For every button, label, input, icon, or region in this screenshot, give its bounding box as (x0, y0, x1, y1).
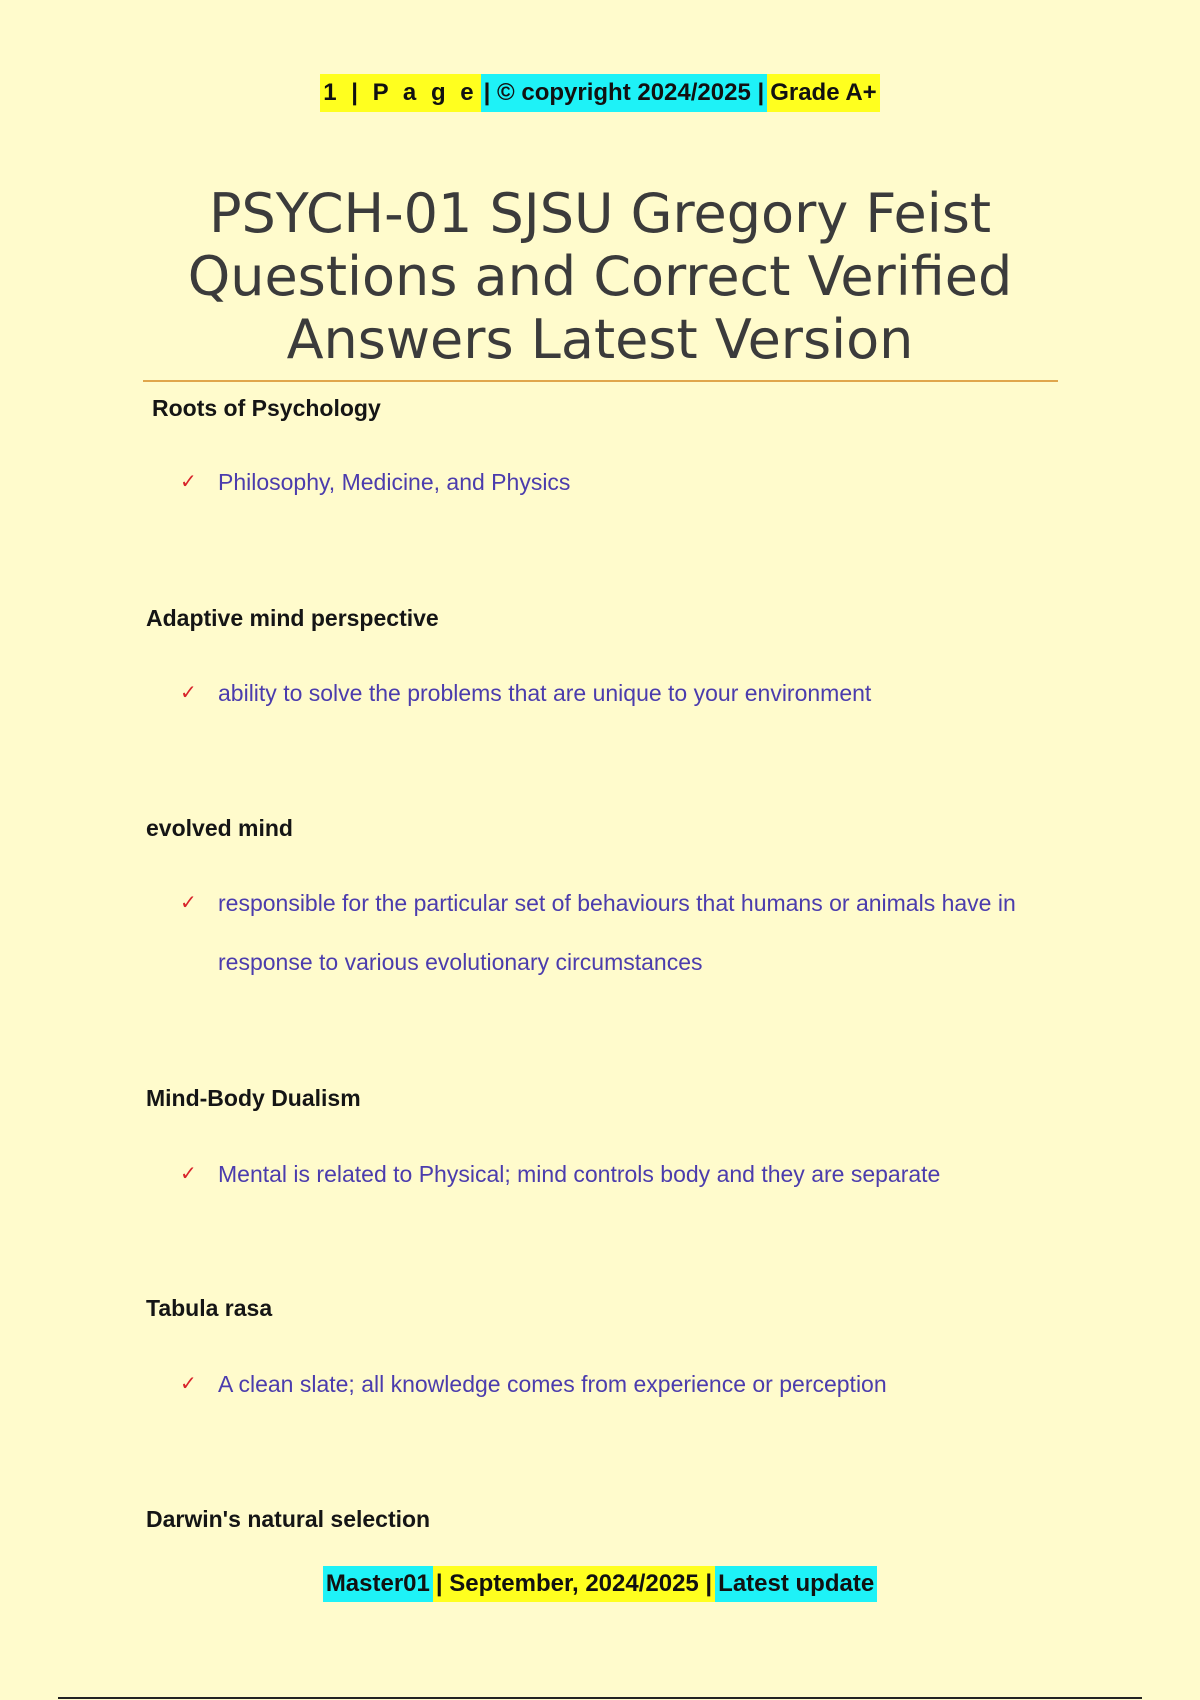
page-header (0, 74, 1200, 112)
page-footer (0, 1566, 1200, 1602)
answer-text: Philosophy, Medicine, and Physics (218, 469, 571, 495)
answer-item (180, 874, 1070, 992)
page-number-label: 1 | P a g e (320, 74, 480, 112)
term-heading: Tabula rasa (146, 1295, 273, 1321)
date-label: | September, 2024/2025 | (433, 1566, 715, 1602)
copyright-label: | © copyright 2024/2025 | (481, 74, 768, 112)
answer-item (180, 1355, 1070, 1414)
answer-text: responsible for the particular set of behaviours that humans or animals have in response to various evolutionary circumstances (218, 890, 1016, 975)
answer-text: Mental is related to Physical; mind controls body and they are separate (218, 1161, 941, 1187)
term-heading: Adaptive mind perspective (146, 605, 439, 631)
update-label: Latest update (715, 1566, 877, 1602)
checkmark-icon: ✓ (180, 682, 197, 704)
answer-text: A clean slate; all knowledge comes from experience or perception (218, 1371, 887, 1397)
checkmark-icon: ✓ (180, 1163, 197, 1185)
answer-item (180, 664, 1070, 723)
author-label: Master01 (323, 1566, 433, 1602)
grade-label: Grade A+ (767, 74, 880, 112)
term-heading: Mind-Body Dualism (146, 1085, 361, 1111)
checkmark-icon: ✓ (180, 471, 197, 493)
term-heading: Roots of Psychology (152, 395, 381, 421)
bottom-divider (58, 1697, 1142, 1699)
term-heading: Darwin's natural selection (146, 1506, 431, 1532)
answer-text: ability to solve the problems that are unique to your environment (218, 680, 872, 706)
checkmark-icon: ✓ (180, 1373, 197, 1395)
answer-item (180, 1145, 1070, 1204)
term-heading: evolved mind (146, 815, 293, 841)
answer-item (180, 453, 1070, 512)
document-title: PSYCH-01 SJSU Gregory Feist Questions and Correct Verified Answers Latest Version (187, 182, 1013, 371)
checkmark-icon: ✓ (180, 892, 197, 914)
title-divider (143, 380, 1058, 382)
